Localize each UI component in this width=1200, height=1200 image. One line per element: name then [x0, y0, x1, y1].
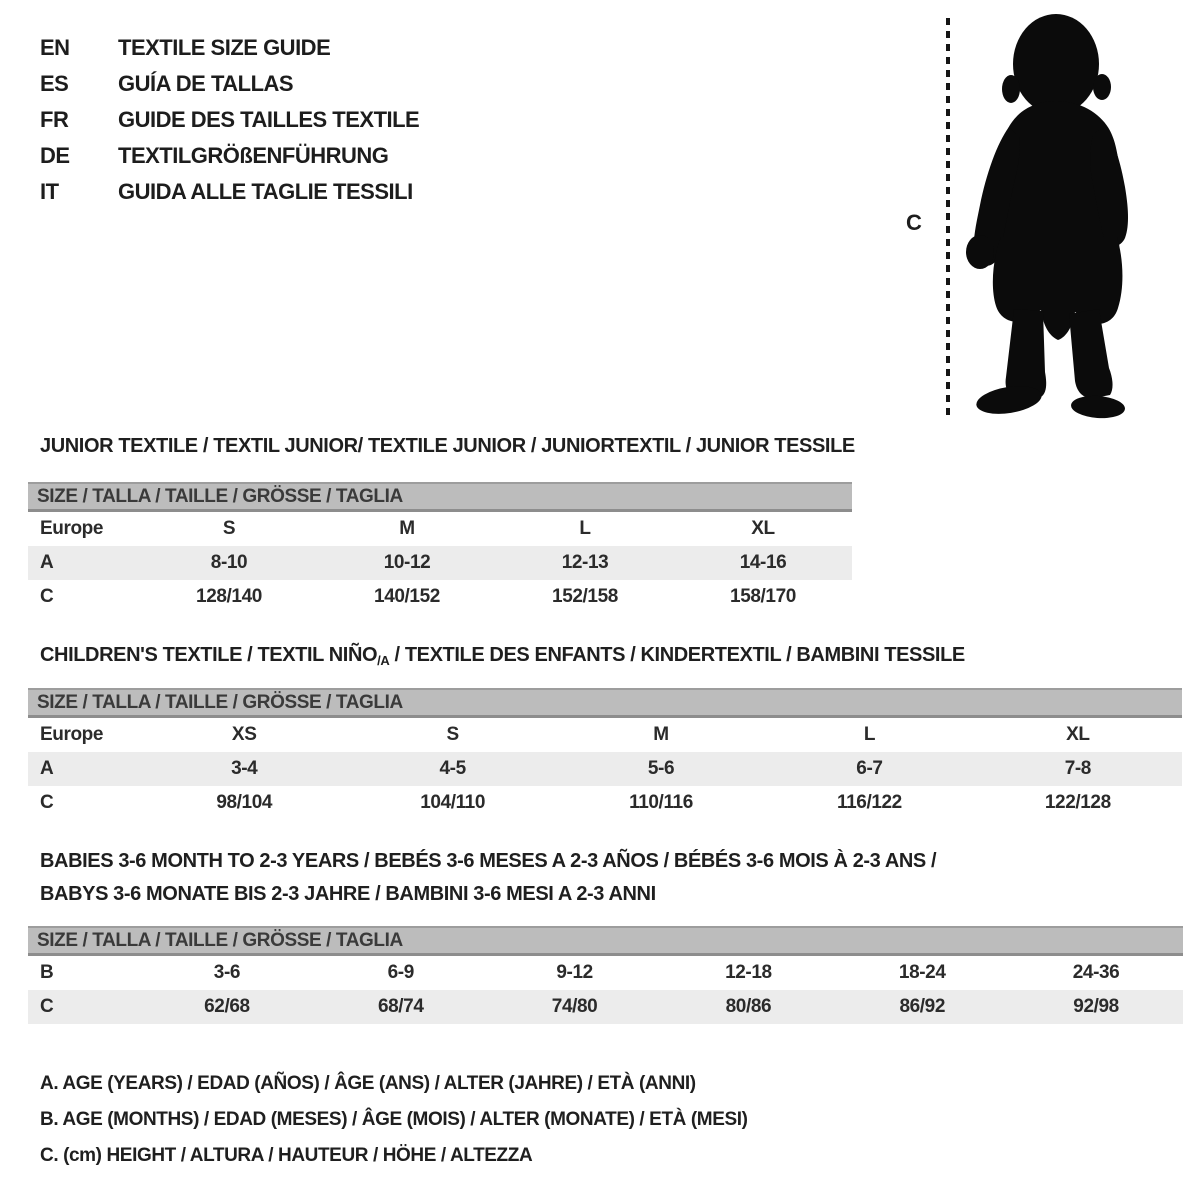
- legend-footnotes: [40, 1066, 748, 1174]
- age-cell: 3-4: [231, 758, 258, 779]
- children-title-text: / TEXTILE DES ENFANTS / KINDERTEXTIL / BAMBINI TESSILE: [389, 644, 965, 666]
- months-cell: 24-36: [1072, 962, 1120, 983]
- height-cell: 74/80: [551, 996, 598, 1017]
- height-cell: 128/140: [196, 586, 262, 607]
- children-title-subscript: /A: [377, 653, 390, 668]
- language-code: FR: [40, 107, 69, 132]
- guide-title-fr: GUIDE DES TAILLES TEXTILE: [118, 107, 420, 132]
- table-row-europe: [28, 718, 1182, 752]
- age-cell: 12-13: [561, 552, 609, 573]
- guide-title-en: TEXTILE SIZE GUIDE: [118, 35, 331, 60]
- footnote-height-cm: C. (cm) HEIGHT / ALTURA / HAUTEUR / HÖHE / ALTEZZA: [40, 1145, 533, 1166]
- table-row-age: [28, 752, 1182, 786]
- height-cell: 110/116: [629, 792, 693, 813]
- babies-size-table: [28, 926, 1183, 1024]
- children-size-table: [28, 688, 1182, 820]
- age-cell: 8-10: [210, 552, 248, 573]
- babies-section-title-line2: BABYS 3-6 MONATE BIS 2-3 JAHRE / BAMBINI 3-6 MESI A 2-3 ANNI: [40, 883, 656, 905]
- size-cell: S: [222, 518, 236, 539]
- language-row-it: [40, 174, 419, 210]
- size-cell: S: [446, 724, 459, 745]
- guide-title-it: GUIDA ALLE TAGLIE TESSILI: [118, 179, 413, 204]
- height-cell: 80/86: [725, 996, 772, 1017]
- row-label: C: [40, 792, 54, 813]
- junior-size-table: [28, 482, 852, 614]
- height-cell: 104/110: [420, 792, 486, 813]
- table-row-europe: [28, 512, 852, 546]
- language-code: DE: [40, 143, 70, 168]
- language-row-de: [40, 138, 419, 174]
- row-label: Europe: [40, 724, 104, 745]
- height-cell: 62/68: [204, 996, 250, 1017]
- language-code: EN: [40, 35, 70, 60]
- size-header-band: SIZE / TALLA / TAILLE / GRÖSSE / TAGLIA: [28, 482, 852, 512]
- height-cell: 92/98: [1073, 996, 1119, 1017]
- size-header-band: SIZE / TALLA / TAILLE / GRÖSSE / TAGLIA: [28, 688, 1182, 718]
- age-cell: 7-8: [1064, 758, 1091, 779]
- size-cell: M: [399, 518, 415, 539]
- size-cell: XS: [231, 724, 257, 745]
- age-cell: 4-5: [439, 758, 466, 779]
- language-code: ES: [40, 71, 69, 96]
- toddler-silhouette-icon: [957, 8, 1147, 425]
- height-cell: 140/152: [374, 586, 440, 607]
- row-label: B: [40, 962, 54, 983]
- children-title-text: CHILDREN'S TEXTILE / TEXTIL NIÑO: [40, 644, 378, 666]
- height-measure-label: C: [906, 210, 922, 235]
- guide-title-es: GUÍA DE TALLAS: [118, 71, 294, 96]
- months-cell: 12-18: [725, 962, 772, 983]
- height-cell: 86/92: [899, 996, 945, 1017]
- row-label: A: [40, 758, 54, 779]
- row-label: C: [40, 996, 54, 1017]
- table-row-height: [28, 580, 852, 614]
- table-row-age: [28, 546, 852, 580]
- junior-section-title: JUNIOR TEXTILE / TEXTIL JUNIOR/ TEXTILE JUNIOR / JUNIORTEXTIL / JUNIOR TESSILE: [40, 435, 855, 457]
- age-cell: 14-16: [739, 552, 787, 573]
- footnote-age-years: A. AGE (YEARS) / EDAD (AÑOS) / ÂGE (ANS) / ALTER (JAHRE) / ETÀ (ANNI): [40, 1073, 696, 1094]
- height-cell: 68/74: [377, 996, 424, 1017]
- language-row-fr: [40, 102, 419, 138]
- language-title-list: [40, 30, 419, 210]
- language-code: IT: [40, 179, 59, 204]
- age-cell: 6-7: [856, 758, 883, 779]
- height-cell: 116/122: [837, 792, 902, 813]
- row-label: Europe: [40, 518, 104, 539]
- table-row-height: [28, 786, 1182, 820]
- height-cell: 152/158: [552, 586, 618, 607]
- footnote-age-months: B. AGE (MONTHS) / EDAD (MESES) / ÂGE (MOIS) / ALTER (MONATE) / ETÀ (MESI): [40, 1109, 748, 1130]
- size-header-band: SIZE / TALLA / TAILLE / GRÖSSE / TAGLIA: [28, 926, 1183, 956]
- size-cell: XL: [1066, 724, 1090, 745]
- age-cell: 10-12: [383, 552, 431, 573]
- language-row-en: [40, 30, 419, 66]
- table-row-months: [28, 956, 1183, 990]
- age-cell: 5-6: [647, 758, 675, 779]
- height-cell: 122/128: [1044, 792, 1111, 813]
- children-section-title: [40, 644, 965, 668]
- size-cell: M: [653, 724, 669, 745]
- babies-section-title-line1: BABIES 3-6 MONTH TO 2-3 YEARS / BEBÉS 3-6 MESES A 2-3 AÑOS / BÉBÉS 3-6 MOIS À 2-3 ANS /: [40, 850, 937, 872]
- height-cell: 158/170: [730, 586, 796, 607]
- row-label: C: [40, 586, 54, 607]
- months-cell: 6-9: [387, 962, 414, 983]
- months-cell: 9-12: [556, 962, 593, 983]
- table-row-height: [28, 990, 1183, 1024]
- months-cell: 3-6: [213, 962, 241, 983]
- size-cell: XL: [751, 518, 775, 539]
- height-cell: 98/104: [216, 792, 273, 813]
- row-label: A: [40, 552, 54, 573]
- months-cell: 18-24: [898, 962, 946, 983]
- size-cell: L: [863, 724, 876, 745]
- size-cell: L: [579, 518, 591, 539]
- guide-title-de: TEXTILGRÖßENFÜHRUNG: [118, 143, 389, 168]
- language-row-es: [40, 66, 419, 102]
- height-dashed-line: [946, 18, 950, 416]
